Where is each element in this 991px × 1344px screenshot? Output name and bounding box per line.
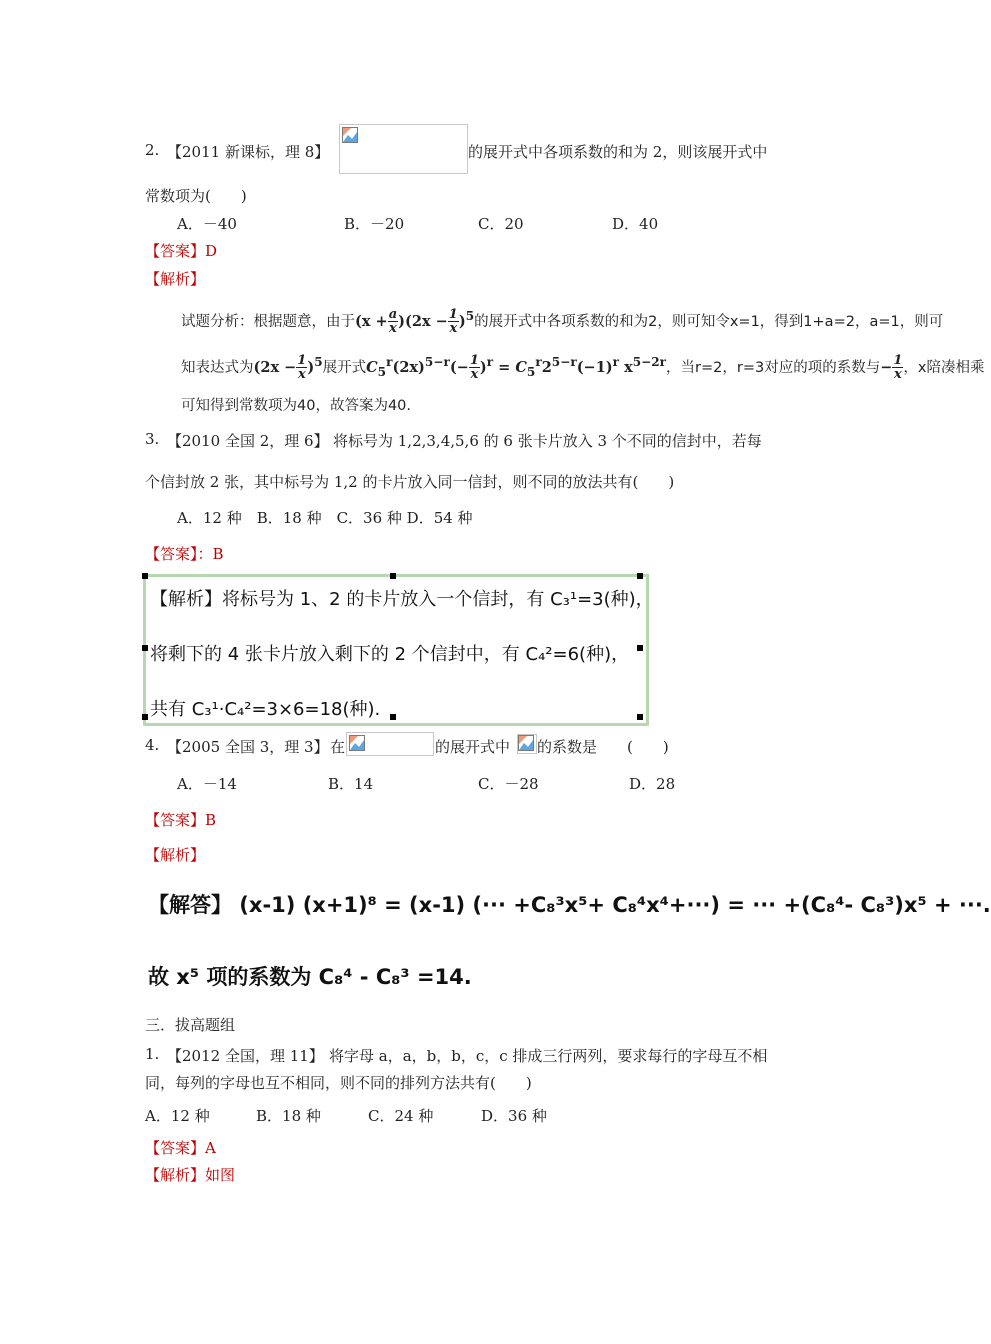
analysis-text: 的展开式中各项系数的和为2，则可知令x=1，得到1+a=2，a=1，则可 xyxy=(474,313,944,330)
section3-q1-number: 1. xyxy=(145,1045,160,1063)
formula-expression: (x + $\frac{a}{x}$ )(2x − $\frac{1}{x}$ )$^5$ xyxy=(355,307,475,337)
question-4-answer xyxy=(145,809,216,830)
analysis-label: 【解析】 xyxy=(145,1166,206,1184)
answer-value: ：B xyxy=(197,545,224,563)
question-2-analysis-line1 xyxy=(181,300,943,338)
resize-handle[interactable] xyxy=(390,714,396,720)
question-4-stem-c: 的系数是 ( ) xyxy=(537,738,669,756)
analysis-text: 试题分析：根据题意，由于 xyxy=(181,313,355,330)
question-2-option-b: B．－20 xyxy=(344,215,405,233)
question-2-analysis-label: 【解析】 xyxy=(145,270,206,288)
image-placeholder-icon xyxy=(342,127,358,143)
resize-handle[interactable] xyxy=(142,573,148,579)
question-2-analysis-line2 xyxy=(181,346,985,388)
analysis-text: ，x陪凑相乘 xyxy=(903,359,985,376)
image-placeholder-icon xyxy=(518,735,534,751)
section3-q1-answer xyxy=(145,1137,216,1158)
question-4-stem-a: 在 xyxy=(330,738,346,756)
section3-q1-option-c: C．24 种 xyxy=(368,1107,434,1125)
formula-general-term: $C_5^r(2x)^{5-r}(-$ $\frac{1}{x}$ )$^r = C_5^r2^{5-r}(-1)^r$ $x^{5-2r}$ xyxy=(366,353,667,383)
answer-label: 【答案】 xyxy=(145,242,206,260)
question-2-source: 【2011 新课标，理 8】 xyxy=(167,143,330,161)
analysis-text: 展开式 xyxy=(322,359,367,376)
broken-formula-image-small xyxy=(517,734,537,754)
question-4-option-d: D．28 xyxy=(629,775,676,793)
solution-line-2: 将剩下的 4 张卡片放入剩下的 2 个信封中，有 C₄²=6(种)， xyxy=(150,644,630,665)
question-3-number: 3. xyxy=(145,430,160,448)
resize-handle[interactable] xyxy=(637,714,643,720)
question-3-options: A．12 种 B．18 种 C．36 种 D．54 种 xyxy=(177,509,473,527)
formula-fraction: − $\frac{1}{x}$ xyxy=(880,353,903,383)
question-2-option-c: C．20 xyxy=(478,215,524,233)
question-4-analysis-label: 【解析】 xyxy=(145,846,206,864)
image-placeholder-icon xyxy=(349,735,365,751)
resize-handle[interactable] xyxy=(637,645,643,651)
question-4-option-b: B．14 xyxy=(328,775,374,793)
resize-handle[interactable] xyxy=(390,573,396,579)
answer-label: 【答案】 xyxy=(145,811,206,829)
question-4-stem-b: 的展开式中 xyxy=(435,738,511,756)
question-4-option-c: C．－28 xyxy=(478,775,539,793)
section3-q1-option-d: D．36 种 xyxy=(481,1107,547,1125)
question-4-solution-line2: 故 x⁵ 项的系数为 C₈⁴ - C₈³ =14. xyxy=(148,965,472,989)
question-4-solution-line1: 【解答】 (x-1) (x+1)⁸ = (x-1) (··· +C₈³x⁵+ C₈⁴x⁴+···) = ··· +(C₈⁴- C₈³)x⁵ + ···. xyxy=(148,893,991,917)
section-heading: 三．拔高题组 xyxy=(145,1016,236,1034)
resize-handle[interactable] xyxy=(637,573,643,579)
solution-line-3: 共有 C₃¹·C₄²=3×6=18(种). xyxy=(150,699,381,720)
question-2-option-d: D．40 xyxy=(612,215,659,233)
section3-q1-option-b: B．18 种 xyxy=(256,1107,321,1125)
broken-formula-image xyxy=(346,732,434,756)
resize-handle[interactable] xyxy=(142,714,148,720)
question-3-solution-image xyxy=(143,574,654,726)
answer-label: 【答案】 xyxy=(145,1139,206,1157)
analysis-text: ，当r=2，r=3对应的项的系数与 xyxy=(666,359,881,376)
question-3-source: 【2010 全国 2，理 6】 xyxy=(167,432,329,450)
broken-formula-image xyxy=(339,124,468,174)
analysis-value: 如图 xyxy=(205,1166,236,1184)
question-2-stem-after: 的展开式中各项系数的和为 2，则该展开式中 xyxy=(468,143,768,161)
formula-expression: (2x − $\frac{1}{x}$ )$^5$ xyxy=(253,353,323,383)
solution-line-1: 【解析】将标号为 1、2 的卡片放入一个信封，有 C₃¹=3(种)， xyxy=(150,589,654,610)
section3-q1-stem-line1: 将字母 a，a，b，b，c，c 排成三行两列，要求每行的字母互不相 xyxy=(329,1047,768,1065)
question-3-answer xyxy=(145,543,224,564)
section3-q1-analysis xyxy=(145,1164,235,1185)
question-2-answer xyxy=(145,240,217,261)
question-2-analysis-line3: 可知得到常数项为40，故答案为40. xyxy=(181,398,412,414)
question-3-stem-line1: 将标号为 1,2,3,4,5,6 的 6 张卡片放入 3 个不同的信封中，若每 xyxy=(333,432,762,450)
question-4-number: 4. xyxy=(145,736,160,754)
question-3-stem-line2: 个信封放 2 张，其中标号为 1,2 的卡片放入同一信封，则不同的放法共有( ) xyxy=(145,473,675,491)
question-4-option-a: A．－14 xyxy=(177,775,237,793)
section3-q1-option-a: A．12 种 xyxy=(145,1107,210,1125)
question-2-number: 2. xyxy=(145,141,160,159)
question-2-option-a: A．－40 xyxy=(177,215,237,233)
question-4-source: 【2005 全国 3，理 3】 xyxy=(167,738,329,756)
answer-label: 【答案】 xyxy=(145,545,198,563)
resize-handle[interactable] xyxy=(142,645,148,651)
answer-value: B xyxy=(205,811,217,829)
answer-value: A xyxy=(205,1139,216,1157)
answer-value: D xyxy=(205,242,218,260)
question-2-stem-line2: 常数项为( ) xyxy=(145,187,247,205)
section3-q1-stem-line2: 同，每列的字母也互不相同，则不同的排列方法共有( ) xyxy=(145,1074,532,1092)
analysis-text: 知表达式为 xyxy=(181,359,254,376)
section3-q1-source: 【2012 全国，理 11】 xyxy=(167,1047,324,1065)
